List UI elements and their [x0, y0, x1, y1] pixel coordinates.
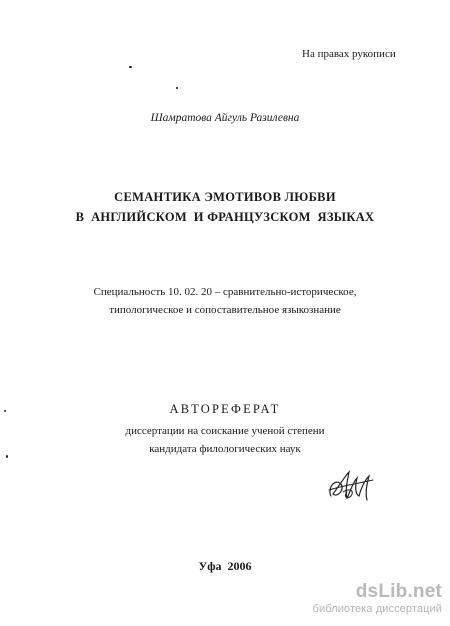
header-manuscript-note: На правах рукописи	[302, 48, 396, 60]
specialty-line-1: Специальность 10. 02. 20 – сравнительно-историческое,	[93, 286, 357, 298]
city-and-year: Уфа 2006	[198, 559, 252, 573]
document-type: АВТОРЕФЕРАТ	[169, 402, 281, 416]
scan-speck	[6, 455, 8, 458]
specialty-line-2: типологическое и сопоставительное языкознание	[109, 304, 341, 316]
watermark-logo: dsLib.net	[355, 581, 442, 602]
watermark-subtitle: библиотека диссертаций	[312, 603, 442, 615]
title-line-2: В АНГЛИЙСКОМ И ФРАНЦУЗСКОМ ЯЗЫКАХ	[75, 210, 375, 224]
degree-line-2: кандидата филологических наук	[149, 443, 301, 455]
title-line-1: СЕМАНТИКА ЭМОТИВОВ ЛЮБВИ	[114, 190, 336, 204]
scan-speck	[176, 87, 178, 89]
scan-speck	[129, 66, 132, 68]
degree-line-1: диссертации на соискание ученой степени	[125, 425, 325, 437]
author-name: Шамратова Айгуль Разилевна	[150, 112, 300, 124]
handwritten-signature	[325, 466, 377, 509]
watermark	[296, 582, 442, 616]
